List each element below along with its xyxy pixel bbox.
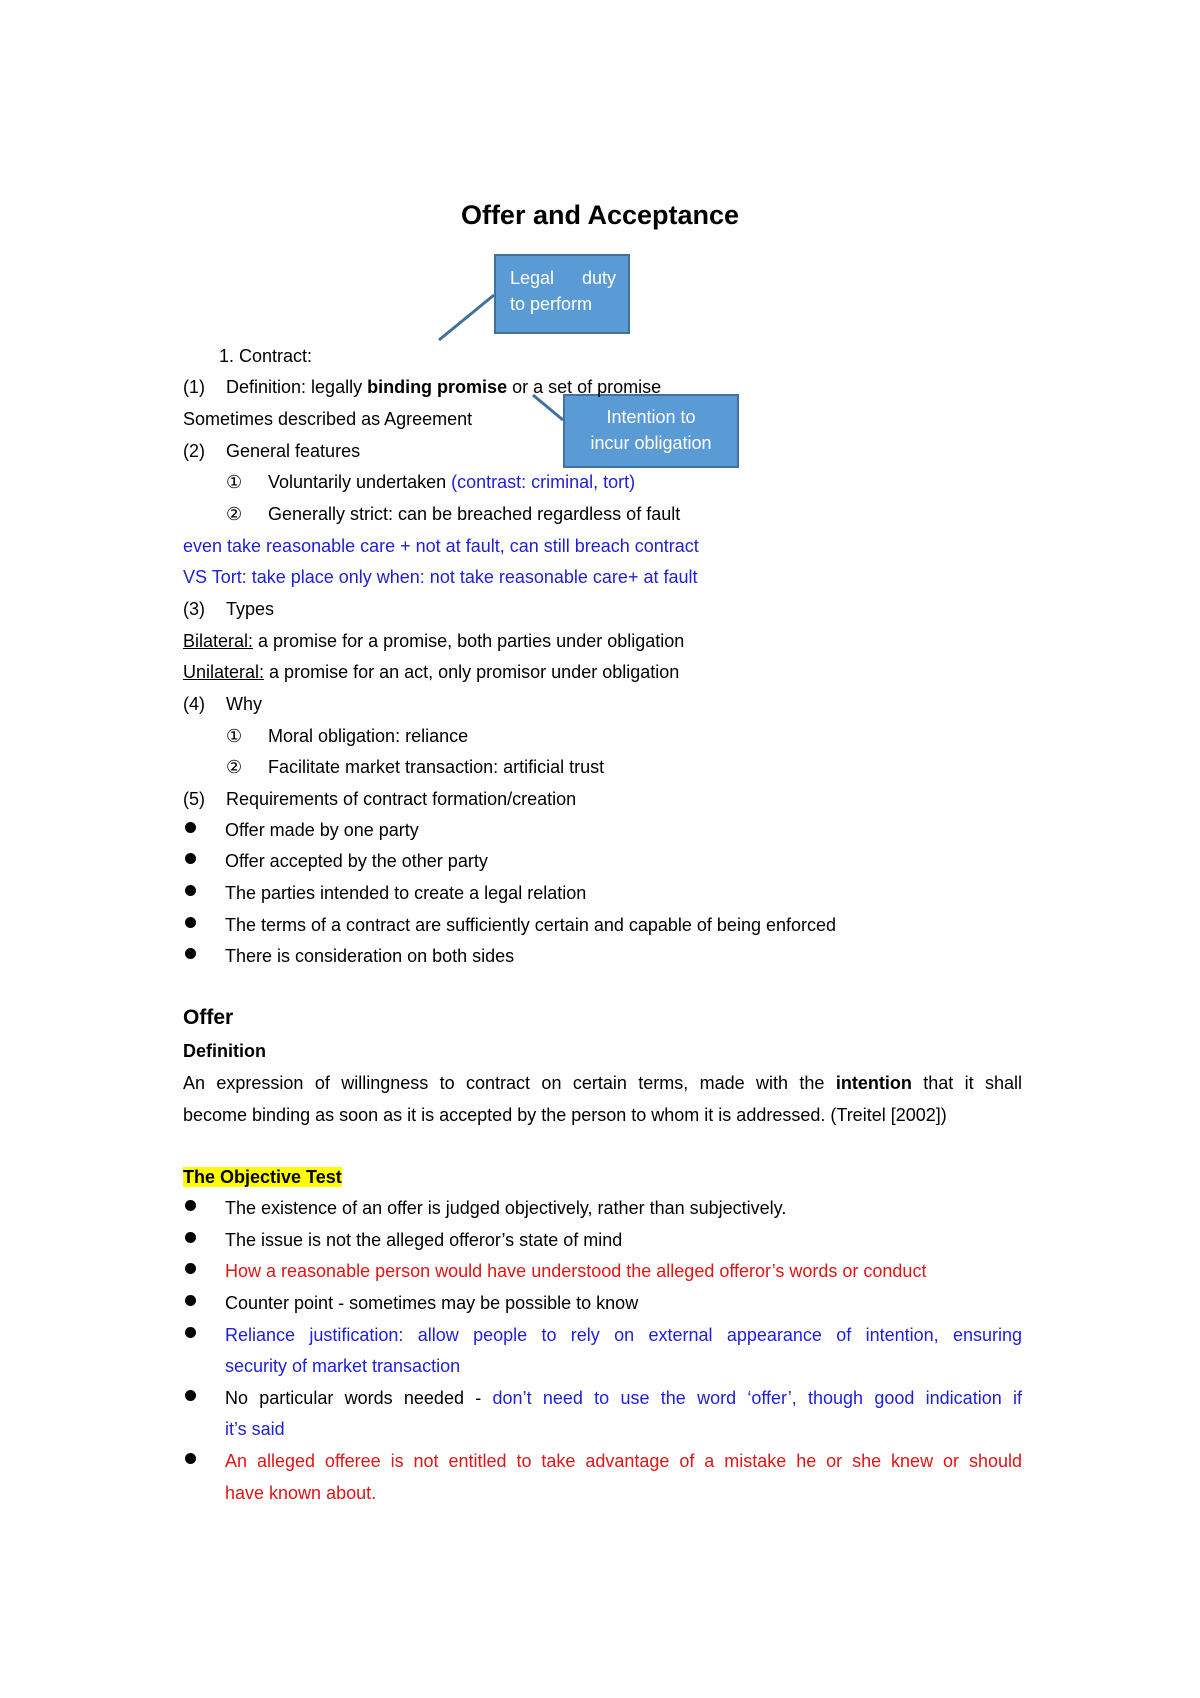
circled-number: ② [226,757,243,777]
types-text: Types [226,599,275,619]
item-number: (3) [183,599,205,619]
moral-text: Moral obligation: reliance [268,726,469,746]
bullet-dot [185,1232,196,1243]
circled-number: ① [226,726,243,746]
contract-heading: 1. Contract: [219,346,313,366]
strict-line [226,502,680,526]
bullet-dot [185,853,196,864]
bullet-dot [185,1327,196,1338]
strict-text: Generally strict: can be breached regardless of fault [268,504,681,524]
voluntarily-contrast: (contrast: criminal, tort) [451,472,636,492]
types-line [183,597,274,621]
why-line [183,692,262,716]
why-text: Why [226,694,262,714]
definition-line [183,375,661,399]
bullet-dot [185,1390,196,1401]
page-title: Offer and Acceptance [460,200,740,230]
offer-definition-line1 [183,1071,1022,1095]
callout-legal-duty-line2: to perform [510,294,593,314]
even-line: even take reasonable care + not at fault, can still breach contract [183,536,699,556]
bilateral-label: Bilateral: [183,631,254,651]
requirements-text: Requirements of contract formation/creation [226,789,577,809]
item-number: (5) [183,789,205,809]
requirement-item: The parties intended to create a legal relation [225,883,587,903]
facilitate-text: Facilitate market transaction: artificial trust [268,757,605,777]
voluntarily-line [226,470,635,494]
callout-legal-duty-word2: duty [581,268,616,288]
bullet-dot [185,885,196,896]
bilateral-line [183,629,684,653]
objective-item: Counter point - sometimes may be possible to know [225,1293,639,1313]
callout-legal-duty-word1: Legal [510,268,555,288]
requirement-item: There is consideration on both sides [225,946,515,966]
callout-legal-duty [494,254,630,334]
bilateral-text: a promise for a promise, both parties under obligation [253,631,685,651]
objective-item: The existence of an offer is judged objectively, rather than subjectively. [225,1198,787,1218]
objective-item-text: No particular words needed - [225,1388,493,1408]
unilateral-text: a promise for an act, only promisor under obligation [264,662,680,682]
bullet-dot [185,822,196,833]
offer-definition-line2: become binding as soon as it is accepted by the person to whom it is addressed. (Treitel [2002]) [183,1105,947,1125]
callout-intention-line2: incur obligation [590,433,712,453]
bullet-dot [185,1263,196,1274]
bullet-dot [185,948,196,959]
callout-intention-line1: Intention to [606,407,696,427]
item-number: (1) [183,377,205,397]
objective-item-cont: have known about. [225,1483,377,1503]
offer-definition-bold: intention [835,1073,912,1093]
unilateral-line [183,660,679,684]
unilateral-label: Unilateral: [183,662,265,682]
vs-tort-line: VS Tort: take place only when: not take reasonable care+ at fault [183,567,698,587]
bullet-dot [185,917,196,928]
offer-definition-text-end: that it shall [911,1073,1022,1093]
facilitate-line [226,755,604,779]
objective-test-label: The Objective Test [183,1167,342,1187]
callout-intention [563,394,739,468]
definition-bold: binding promise [367,377,508,397]
requirements-line [183,787,576,811]
moral-line [226,724,468,748]
definition-text: Definition: legally [226,377,368,397]
objective-item: Reliance justification: allow people to rely on external appearance of intention, ensuring [225,1325,1022,1345]
bullet-dot [185,1453,196,1464]
circled-number: ① [226,472,243,492]
legal-duty-connector [439,295,494,340]
item-number: (2) [183,441,205,461]
objective-item-cont: security of market transaction [225,1356,461,1376]
offer-definition-text: An expression of willingness to contract on certain terms, made with the [183,1073,836,1093]
objective-test-heading [183,1165,342,1189]
item-number: (4) [183,694,205,714]
sometimes-line: Sometimes described as Agreement [183,409,473,429]
general-features-line [183,439,360,463]
requirement-item: Offer accepted by the other party [225,851,488,871]
circled-number: ② [226,504,243,524]
offer-definition-label: Definition [183,1041,266,1061]
objective-item [225,1386,1022,1410]
voluntarily-text: Voluntarily undertaken [268,472,452,492]
objective-item: An alleged offeree is not entitled to take advantage of a mistake he or she knew or should [225,1451,1022,1471]
objective-item-blue: don’t need to use the word ‘offer’, though good indication if [492,1388,1022,1408]
objective-item-cont: it’s said [225,1419,285,1439]
general-features-text: General features [226,441,361,461]
offer-heading: Offer [183,1006,234,1029]
objective-item: How a reasonable person would have understood the alleged offeror’s words or conduct [225,1261,927,1281]
requirement-item: The terms of a contract are sufficiently certain and capable of being enforced [225,915,837,935]
bullet-dot [185,1295,196,1306]
bullet-dot [185,1200,196,1211]
objective-item: The issue is not the alleged offeror’s state of mind [225,1230,623,1250]
requirement-item: Offer made by one party [225,820,419,840]
definition-text-end: or a set of promise [507,377,662,397]
